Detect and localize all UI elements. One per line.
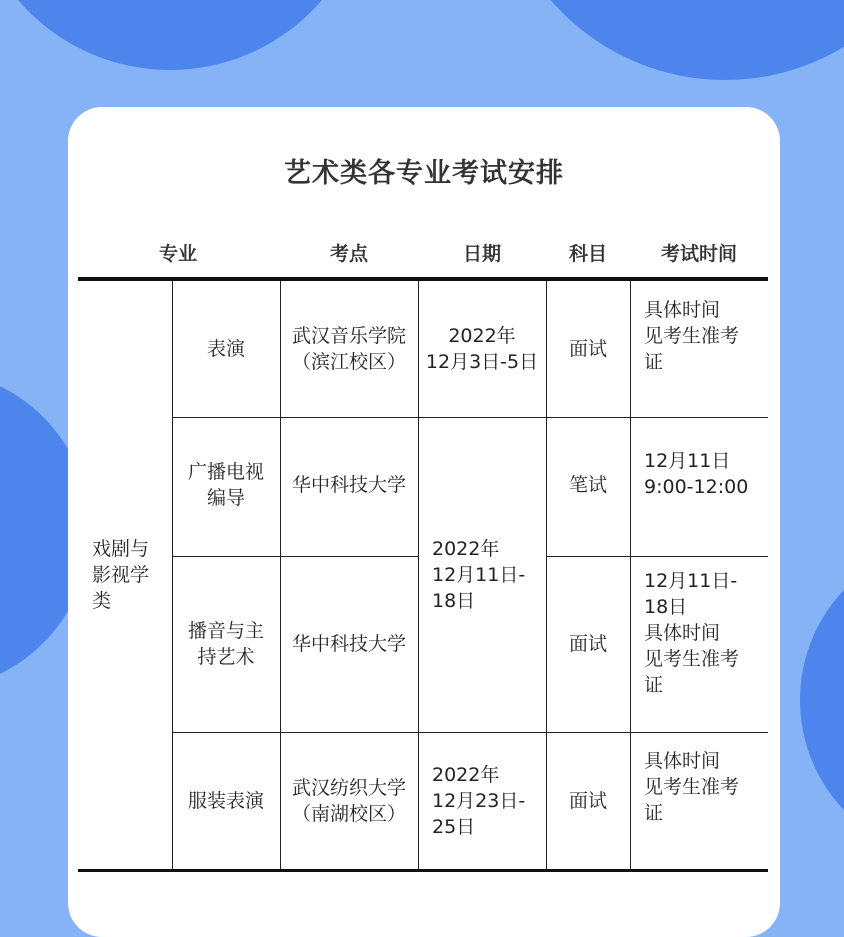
subject-cell: [546, 732, 630, 869]
subject-text: 面试: [568, 633, 607, 655]
decor-circle-top-left: [0, 0, 370, 70]
time-line: 见考生准考: [644, 776, 740, 798]
time-line: 见考生准考: [644, 648, 740, 670]
category-line: 影视学: [92, 564, 150, 586]
time-line: 见考生准考: [644, 325, 740, 347]
major-line: 播音与主: [187, 620, 264, 642]
major-line: 广播电视: [187, 461, 264, 483]
time-line: 9:00-12:00: [644, 476, 749, 498]
time-line: 证: [644, 674, 664, 696]
time-line: 12月11日-: [644, 570, 738, 592]
major-line: 持艺术: [197, 646, 255, 668]
schedule-card: [68, 107, 780, 937]
time-line: 12月11日: [644, 450, 731, 472]
decor-circle-top-right: [495, 0, 844, 80]
time-cell: [630, 568, 768, 728]
subject-cell: [546, 281, 630, 417]
location-line: 华中科技大学: [291, 474, 406, 496]
time-cell: [630, 448, 768, 548]
date-line: 25日: [432, 815, 476, 838]
major-line: 服装表演: [187, 789, 264, 812]
location-cell: [280, 732, 418, 869]
shared-date-cell: [418, 417, 546, 732]
date-line: 12月23日-: [432, 789, 526, 812]
location-cell: [280, 447, 418, 523]
header-subject: 科目: [568, 243, 607, 265]
time-cell: [630, 748, 768, 868]
schedule-table: [68, 107, 780, 937]
time-line: 18日: [644, 596, 688, 618]
header-major: 专业: [158, 243, 197, 265]
date-line: 2022年: [448, 325, 516, 347]
table-bottom-rule: [78, 869, 768, 872]
date-line: 12月3日-5日: [425, 351, 539, 373]
time-line: 证: [644, 351, 664, 373]
major-line: 编导: [206, 487, 245, 509]
time-line: 证: [644, 802, 664, 824]
date-line: 2022年: [432, 537, 500, 560]
header-date: 日期: [462, 243, 501, 265]
subject-text: 面试: [568, 338, 607, 360]
date-line: 12月11日-: [432, 563, 526, 586]
location-line: 武汉音乐学院: [291, 325, 406, 347]
location-line: 武汉纺织大学: [291, 776, 406, 799]
major-cell: [172, 556, 280, 732]
header-time: 考试时间: [660, 243, 737, 265]
subject-text: 面试: [568, 789, 607, 812]
category-line: 戏剧与: [92, 538, 150, 560]
date-line: 2022年: [432, 763, 500, 786]
category-line: 类: [92, 590, 112, 612]
page-title: 艺术类各专业考试安排: [284, 158, 564, 189]
time-cell: [630, 297, 768, 417]
location-line: 华中科技大学: [291, 633, 406, 655]
location-cell: [280, 556, 418, 732]
category-cell: [78, 281, 172, 869]
header-location: 考点: [329, 243, 368, 265]
decor-circle-mid-right: [800, 540, 844, 860]
major-cell: [172, 281, 280, 417]
time-line: 具体时间: [644, 299, 721, 321]
date-cell: [418, 732, 546, 869]
major-cell: [172, 447, 280, 523]
time-line: 具体时间: [644, 750, 721, 772]
date-cell: [418, 281, 546, 417]
location-line: （南湖校区）: [291, 802, 406, 825]
subject-cell: [546, 556, 630, 732]
subject-cell: [546, 447, 630, 523]
location-line: （滨江校区）: [291, 351, 406, 373]
location-cell: [280, 281, 418, 417]
subject-text: 笔试: [568, 474, 607, 496]
time-line: 具体时间: [644, 622, 721, 644]
major-cell: [172, 732, 280, 869]
major-line: 表演: [206, 338, 245, 360]
date-line: 18日: [432, 589, 476, 612]
